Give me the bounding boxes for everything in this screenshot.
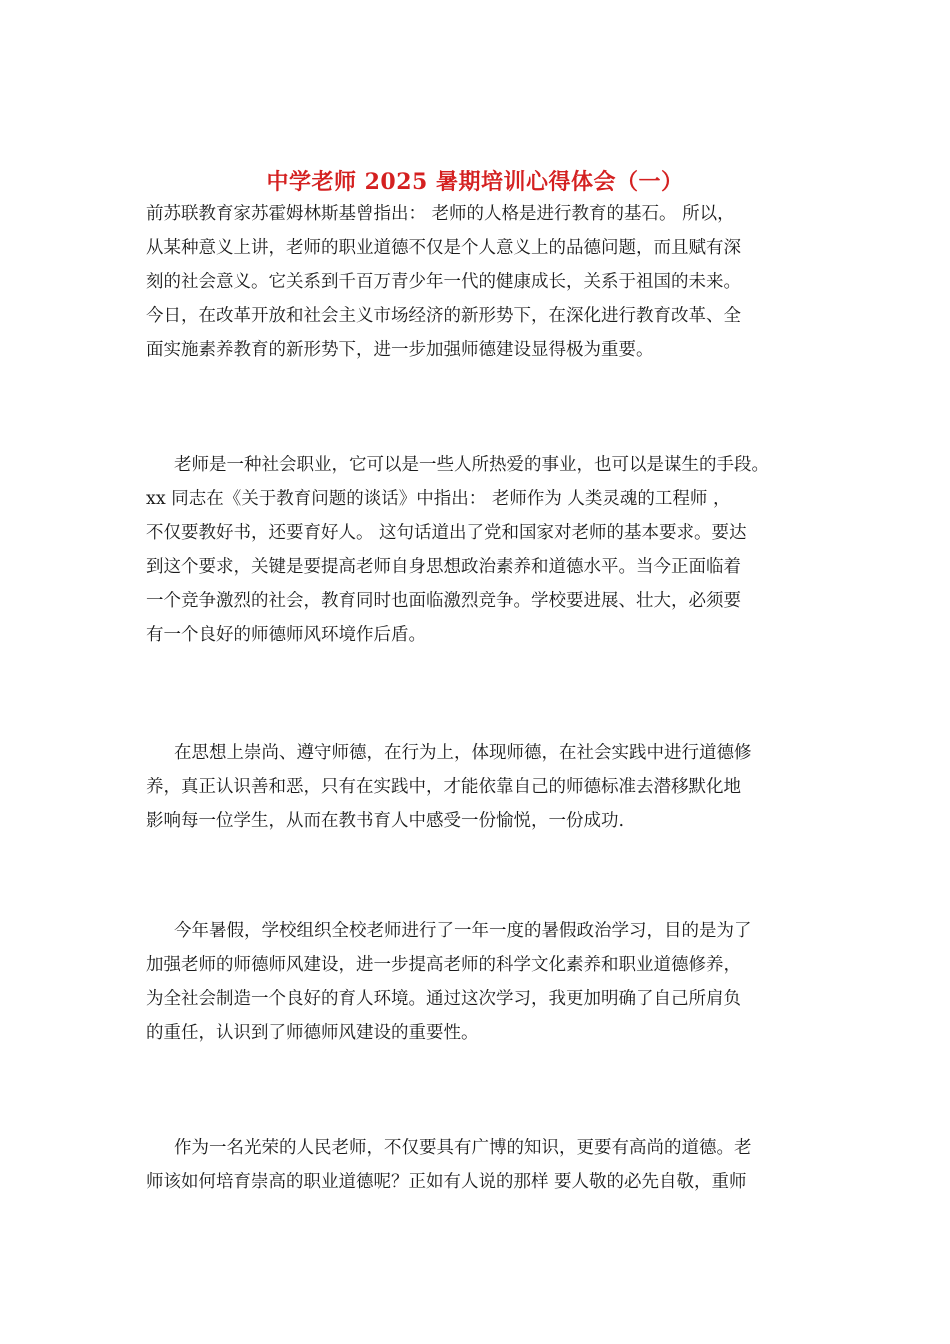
paragraph-4 xyxy=(146,914,826,1050)
paragraph-line: 到这个要求，关键是要提高老师自身思想政治素养和道德水平。当今正面临着 xyxy=(146,557,741,577)
paragraph-line: 有一个良好的师德师风环境作后盾。 xyxy=(146,625,426,645)
paragraph-line: 的重任，认识到了师德师风建设的重要性。 xyxy=(146,1023,479,1043)
paragraph-line: 师该如何培育崇高的职业道德呢？正如有人说的那样 要人敬的必先自敬，重师 xyxy=(146,1172,747,1192)
paragraph-line: 影响每一位学生，从而在教书育人中感受一份愉悦，一份成功. xyxy=(146,811,625,831)
paragraph-line: 刻的社会意义。它关系到千百万青少年一代的健康成长，关系于祖国的未来。 xyxy=(146,272,741,292)
paragraph-line: 加强老师的师德师风建设，进一步提高老师的科学文化素养和职业道德修养， xyxy=(146,955,741,975)
paragraph-5 xyxy=(146,1131,826,1199)
paragraph-1 xyxy=(146,197,826,367)
paragraph-line: 今日，在改革开放和社会主义市场经济的新形势下，在深化进行教育改革、全 xyxy=(146,306,741,326)
paragraph-line: xx 同志在《关于教育问题的谈话》中指出： 老师作为 人类灵魂的工程师 ， xyxy=(146,489,731,509)
paragraph-line: 养，真正认识善和恶，只有在实践中，才能依靠自己的师德标准去潜移默化地 xyxy=(146,777,741,797)
paragraph-2 xyxy=(146,448,826,652)
paragraph-line: 面实施素养教育的新形势下，进一步加强师德建设显得极为重要。 xyxy=(146,340,654,360)
paragraph-3 xyxy=(146,736,826,838)
paragraph-line: 从某种意义上讲，老师的职业道德不仅是个人意义上的品德问题，而且赋有深 xyxy=(146,238,741,258)
paragraph-line: 老师是一种社会职业，它可以是一些人所热爱的事业，也可以是谋生的手段。 xyxy=(174,455,769,475)
paragraph-line: 在思想上崇尚、遵守师德，在行为上，体现师德，在社会实践中进行道德修 xyxy=(174,743,752,763)
paragraph-line: 一个竞争激烈的社会，教育同时也面临激烈竞争。学校要进展、壮大，必须要 xyxy=(146,591,741,611)
paragraph-line: 前苏联教育家苏霍姆林斯基曾指出： 老师的人格是进行教育的基石。 所以， xyxy=(146,204,735,224)
paragraph-line: 为全社会制造一个良好的育人环境。通过这次学习，我更加明确了自己所肩负 xyxy=(146,989,741,1009)
paragraph-line: 作为一名光荣的人民老师，不仅要具有广博的知识，更要有高尚的道德。老 xyxy=(174,1138,752,1158)
paragraph-line: 今年暑假，学校组织全校老师进行了一年一度的暑假政治学习，目的是为了 xyxy=(174,921,752,941)
paragraph-line: 不仅要教好书，还要育好人。 这句话道出了党和国家对老师的基本要求。要达 xyxy=(146,523,747,543)
document-title: 中学老师 2025 暑期培训心得体会（一） xyxy=(266,168,684,195)
